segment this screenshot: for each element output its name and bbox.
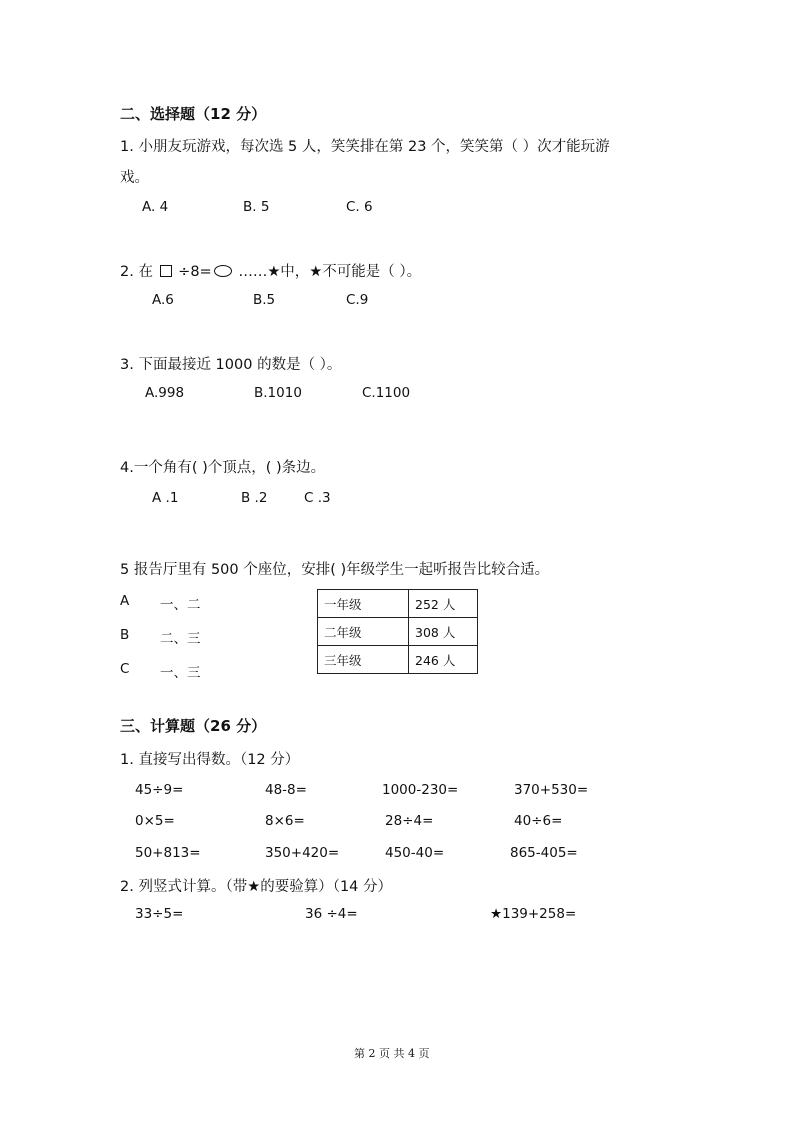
question-1-option-b: B. 5 <box>243 199 270 215</box>
question-4-option-c: C .3 <box>304 490 331 506</box>
calc-item: 1000-230= <box>382 782 459 798</box>
subsection-2-title: 2. 列竖式计算。（带★的要验算）（14 分） <box>120 879 393 895</box>
question-3-option-a: A.998 <box>145 385 185 401</box>
table-row <box>318 590 478 618</box>
question-4-option-b: B .2 <box>241 490 268 506</box>
vertical-calc-item: 33÷5= <box>135 906 184 922</box>
question-5-option-b-letter: B <box>120 627 130 643</box>
calc-item: 40÷6= <box>514 813 563 829</box>
question-3-option-c: C.1100 <box>362 385 411 401</box>
table-cell-count: 252 人 <box>409 590 478 618</box>
vertical-calc-item: ★139+258= <box>490 906 577 922</box>
calc-item: 450-40= <box>385 845 445 861</box>
section-2-title: 二、选择题（12 分） <box>120 105 267 123</box>
section-3-title: 三、计算题（26 分） <box>120 717 267 735</box>
calc-item: 8×6= <box>265 813 305 829</box>
square-box-icon <box>160 265 172 277</box>
table-cell-count: 308 人 <box>409 618 478 646</box>
question-4: 4.一个角有( )个顶点，( )条边。 <box>120 460 326 476</box>
question-5-option-a-text: 一、二 <box>160 597 201 613</box>
grade-students-table <box>317 589 478 674</box>
question-2-mid: ÷8= <box>178 264 212 280</box>
question-2-option-b: B.5 <box>253 292 276 308</box>
table-cell-grade: 二年级 <box>318 618 409 646</box>
question-3-option-b: B.1010 <box>254 385 302 401</box>
question-2-option-a: A.6 <box>152 292 174 308</box>
calc-item: 48-8= <box>265 782 307 798</box>
question-3: 3. 下面最接近 1000 的数是（ ）。 <box>120 357 342 373</box>
ellipse-shape-icon <box>214 265 232 277</box>
question-5-option-a-letter: A <box>120 593 130 609</box>
calc-item: 370+530= <box>514 782 589 798</box>
calc-item: 0×5= <box>135 813 175 829</box>
question-5-option-c-text: 一、三 <box>160 665 201 681</box>
question-2 <box>120 260 421 281</box>
page-footer: 第 2 页 共 4 页 <box>354 1047 430 1060</box>
table-cell-grade: 三年级 <box>318 646 409 674</box>
calc-item: 50+813= <box>135 845 201 861</box>
calc-item: 350+420= <box>265 845 340 861</box>
question-2-option-c: C.9 <box>346 292 369 308</box>
table-row <box>318 646 478 674</box>
question-4-option-a: A .1 <box>152 490 179 506</box>
subsection-1-title: 1. 直接写出得数。（12 分） <box>120 752 300 768</box>
question-5-option-c-letter: C <box>120 661 130 677</box>
table-row <box>318 618 478 646</box>
question-1-option-a: A. 4 <box>142 199 169 215</box>
question-5-option-b-text: 二、三 <box>160 631 201 647</box>
calc-item: 865-405= <box>510 845 578 861</box>
question-2-suffix: ……★中，★不可能是（ ）。 <box>238 264 422 280</box>
question-1-option-c: C. 6 <box>346 199 373 215</box>
table-cell-grade: 一年级 <box>318 590 409 618</box>
question-1-line-1: 1. 小朋友玩游戏，每次选 5 人，笑笑排在第 23 个，笑笑第（ ）次才能玩游 <box>120 139 610 155</box>
vertical-calc-item: 36 ÷4= <box>305 906 358 922</box>
question-1-line-2: 戏。 <box>120 170 149 186</box>
table-cell-count: 246 人 <box>409 646 478 674</box>
calc-item: 45÷9= <box>135 782 184 798</box>
question-2-prefix: 2. 在 <box>120 264 153 280</box>
calc-item: 28÷4= <box>385 813 434 829</box>
question-5: 5 报告厅里有 500 个座位，安排( )年级学生一起听报告比较合适。 <box>120 562 550 578</box>
